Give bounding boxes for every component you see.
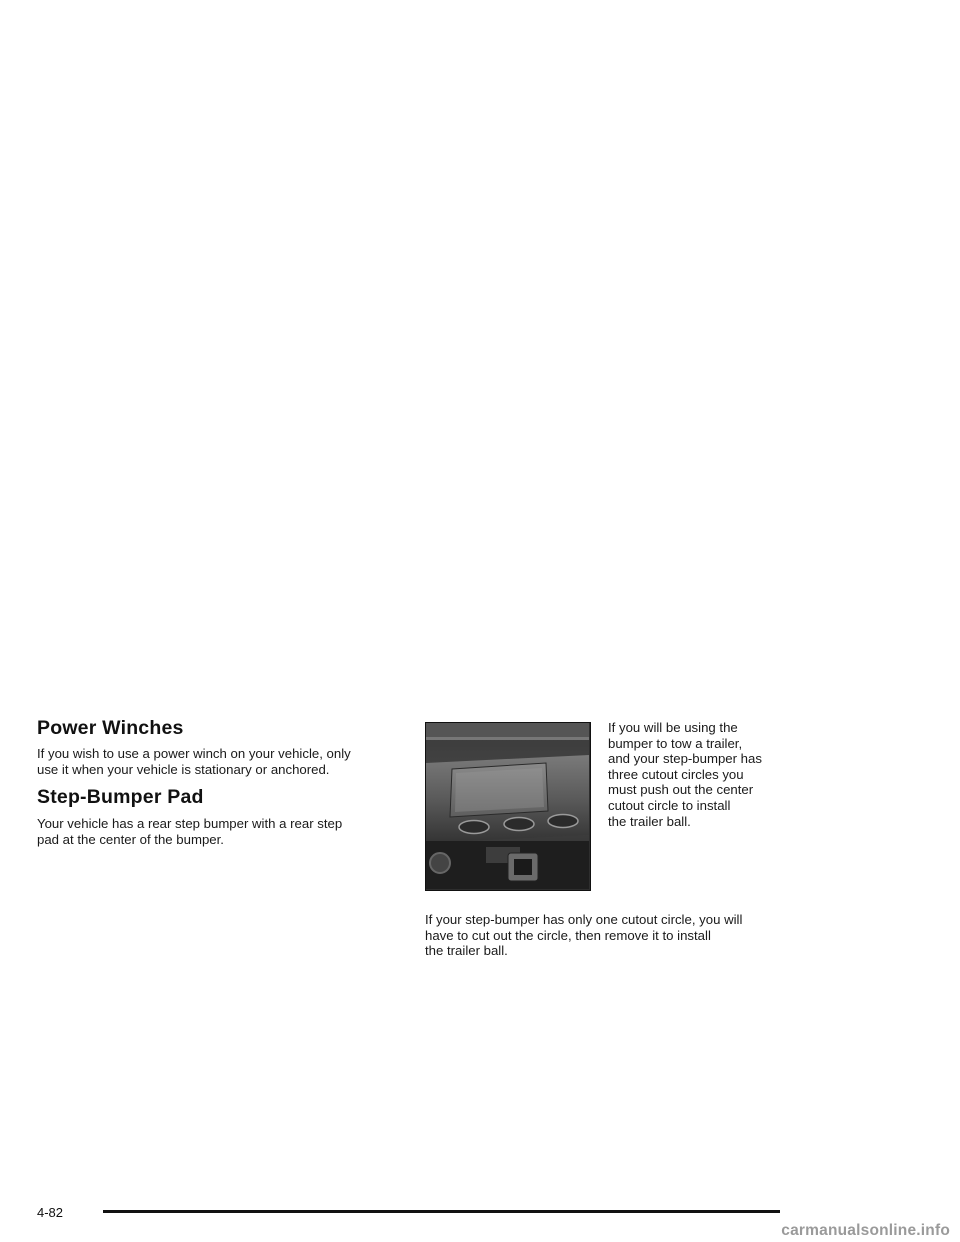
step-bumper-pad-text: Your vehicle has a rear step bumper with a rear step pad at the center of the bumper.	[37, 816, 343, 847]
bumper-illustration	[426, 723, 589, 889]
tow-trailer-text: If you will be using the bumper to tow a trailer, and your step-bumper has three cutout circles you must push out the center cutout circle to install the trailer ball.	[608, 720, 762, 829]
page-number: 4-82	[37, 1205, 64, 1220]
footer-rule	[103, 1210, 780, 1213]
cutout-circle-text: If your step-bumper has only one cutout circle, you will have to cut out the circle, then remove it to install the trailer ball.	[425, 912, 743, 959]
power-winches-text: If you wish to use a power winch on your vehicle, only use it when your vehicle is stationary or anchored.	[37, 746, 351, 777]
step-bumper-pad-heading: Step-Bumper Pad	[37, 786, 204, 808]
step-bumper-photo	[425, 722, 591, 891]
power-winches-heading: Power Winches	[37, 717, 184, 739]
watermark: carmanualsonline.info	[781, 1222, 950, 1239]
